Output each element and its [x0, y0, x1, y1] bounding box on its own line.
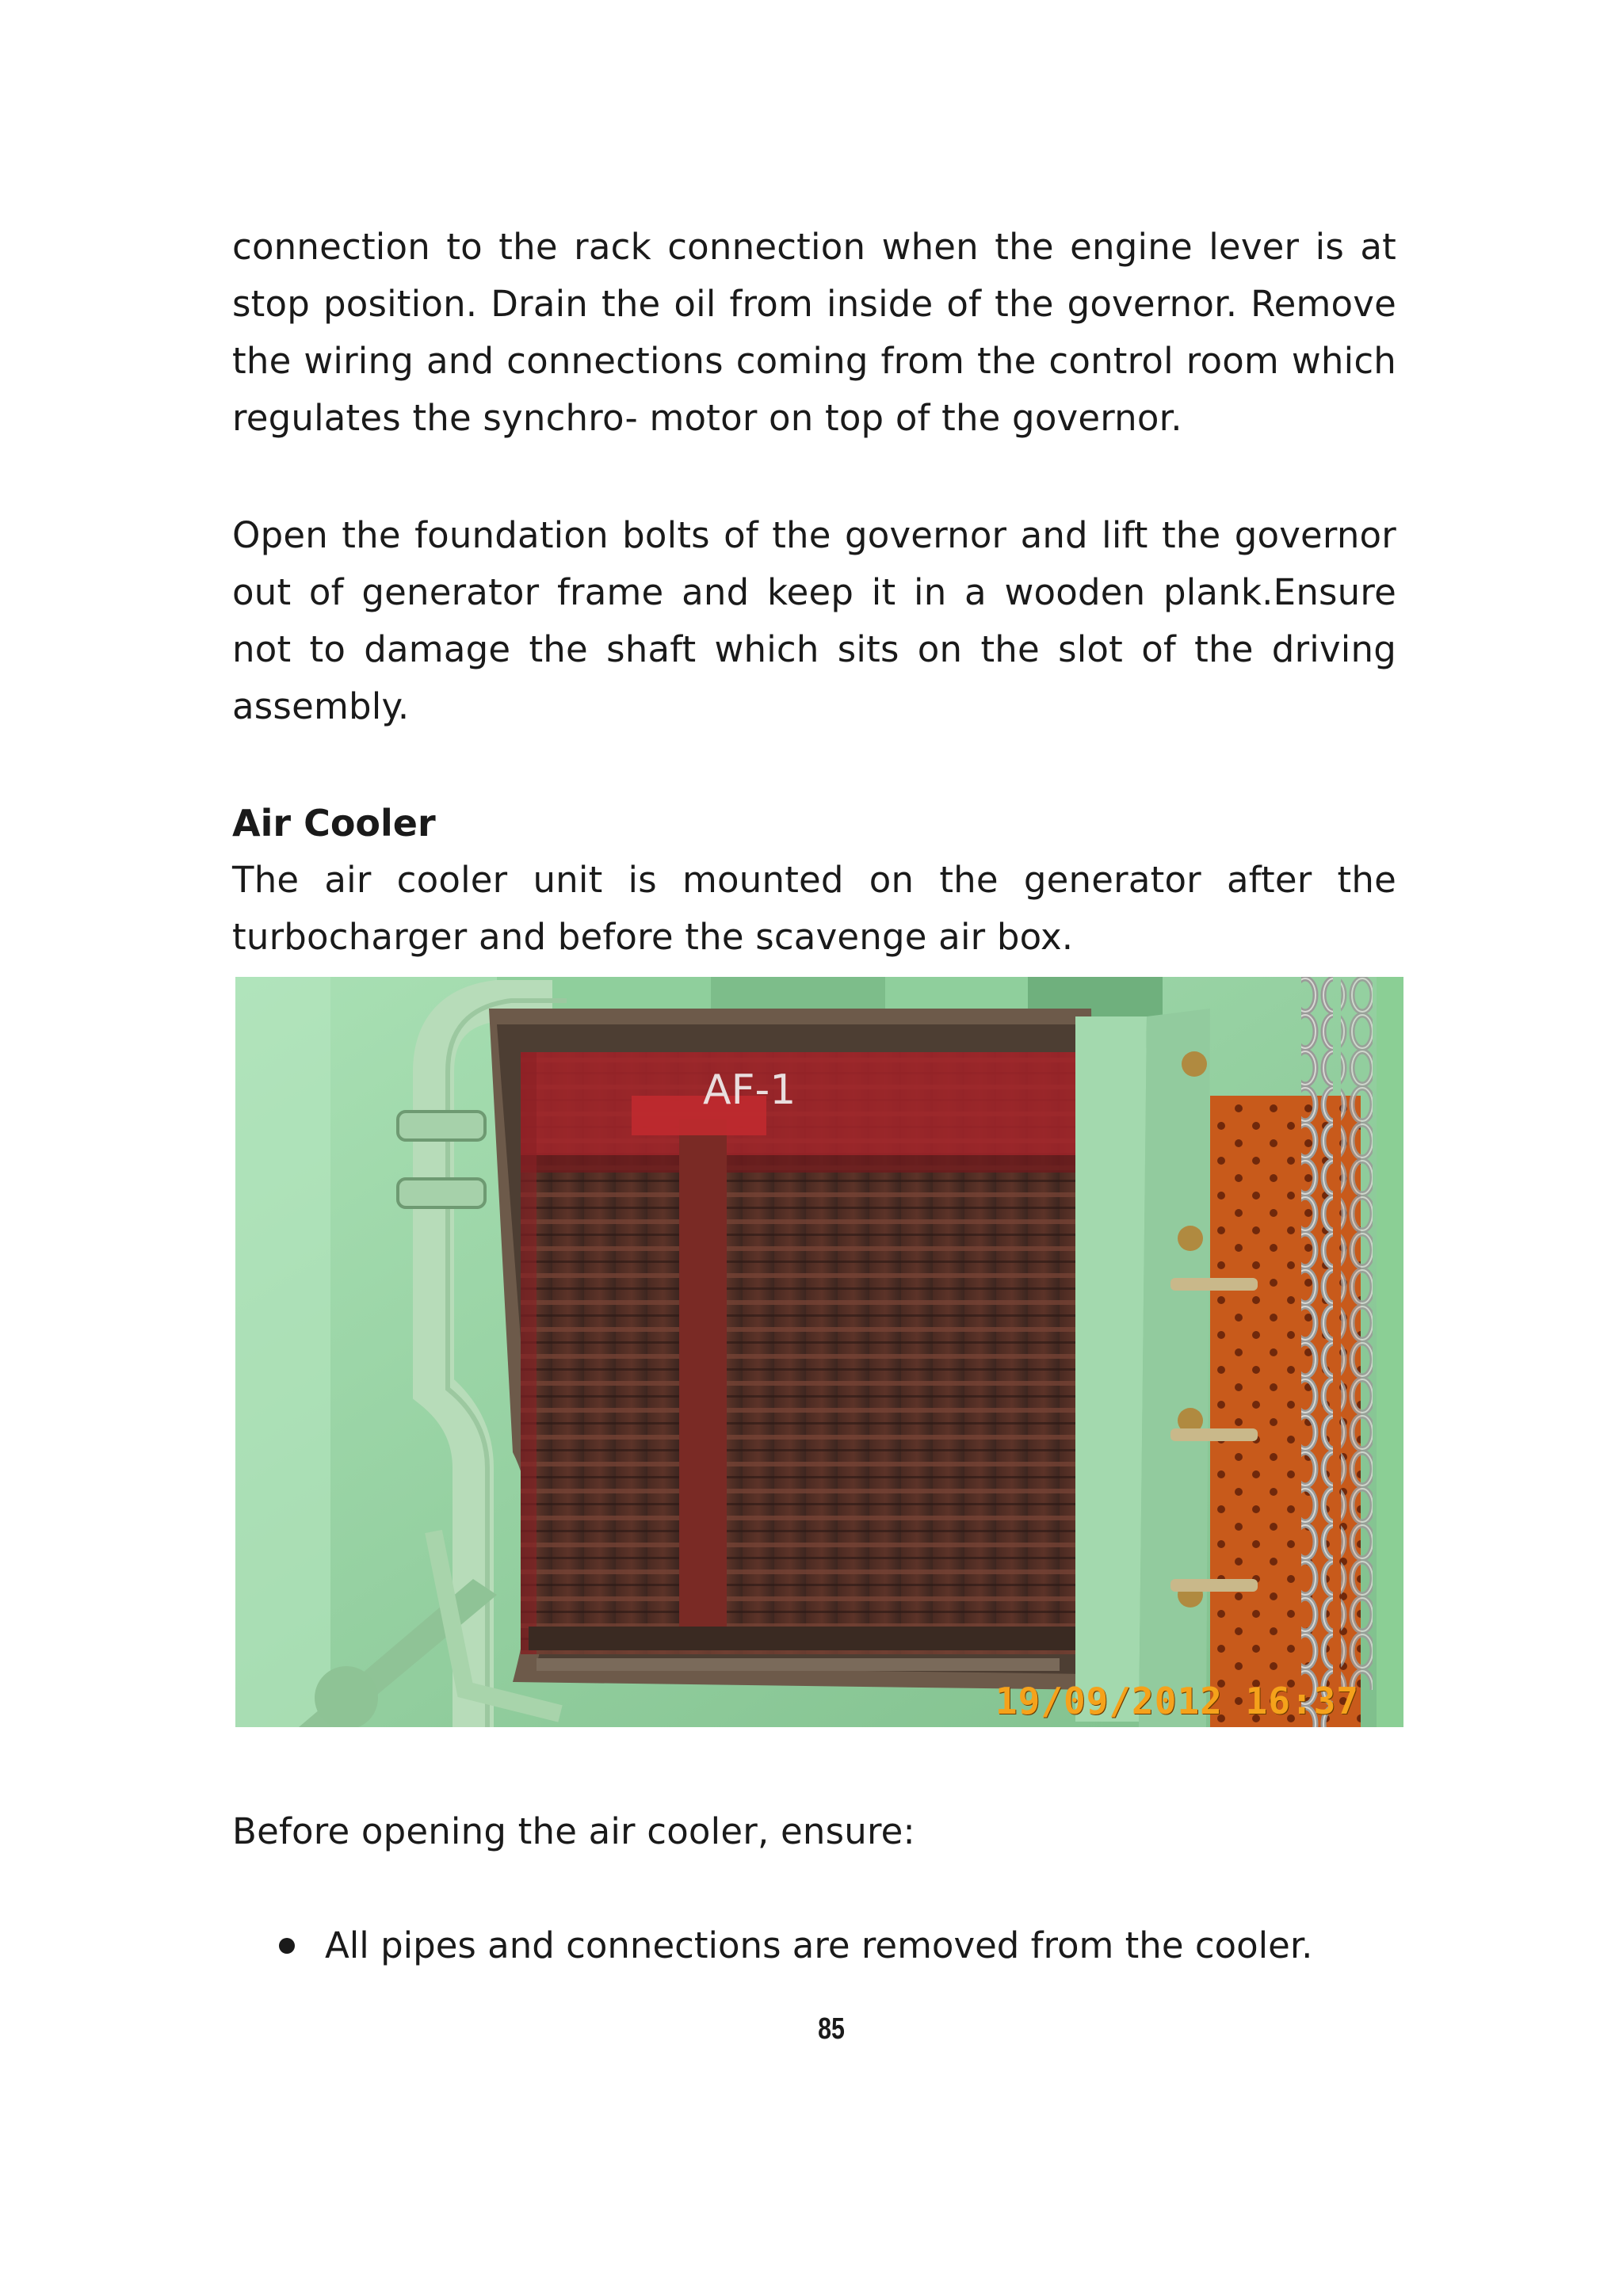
section-heading-air-cooler: Air Cooler — [232, 802, 436, 845]
paragraph-foundation-bolts: Open the foundation bolts of the governor and lift the governor out of generator frame and keep it in a wooden plank.Ensure not to damage the shaft which sits on the slot of the driving assembly. — [232, 514, 1396, 727]
list-item — [279, 1917, 1313, 1974]
paragraph-before-opening: Before opening the air cooler, ensure: — [232, 1810, 915, 1852]
bullet-text: All pipes and connections are removed from the cooler. — [325, 1924, 1313, 1966]
bullet-icon — [279, 1938, 295, 1954]
air-cooler-photo — [235, 977, 1403, 1727]
paragraph-governor-removal: connection to the rack connection when the engine lever is at stop position. Drain the oil from inside of the governor. Remove the wiring and connections coming from the control room which regulates the synchro- motor on top of the governor. — [232, 226, 1396, 439]
photo-timestamp: 19/09/2012 16:37 — [995, 1680, 1359, 1722]
page-number: 85 — [818, 2012, 845, 2046]
chalk-label: AF-1 — [703, 1066, 796, 1114]
paragraph-air-cooler-intro: The air cooler unit is mounted on the generator after the turbocharger and before the scavenge air box. — [232, 859, 1396, 958]
